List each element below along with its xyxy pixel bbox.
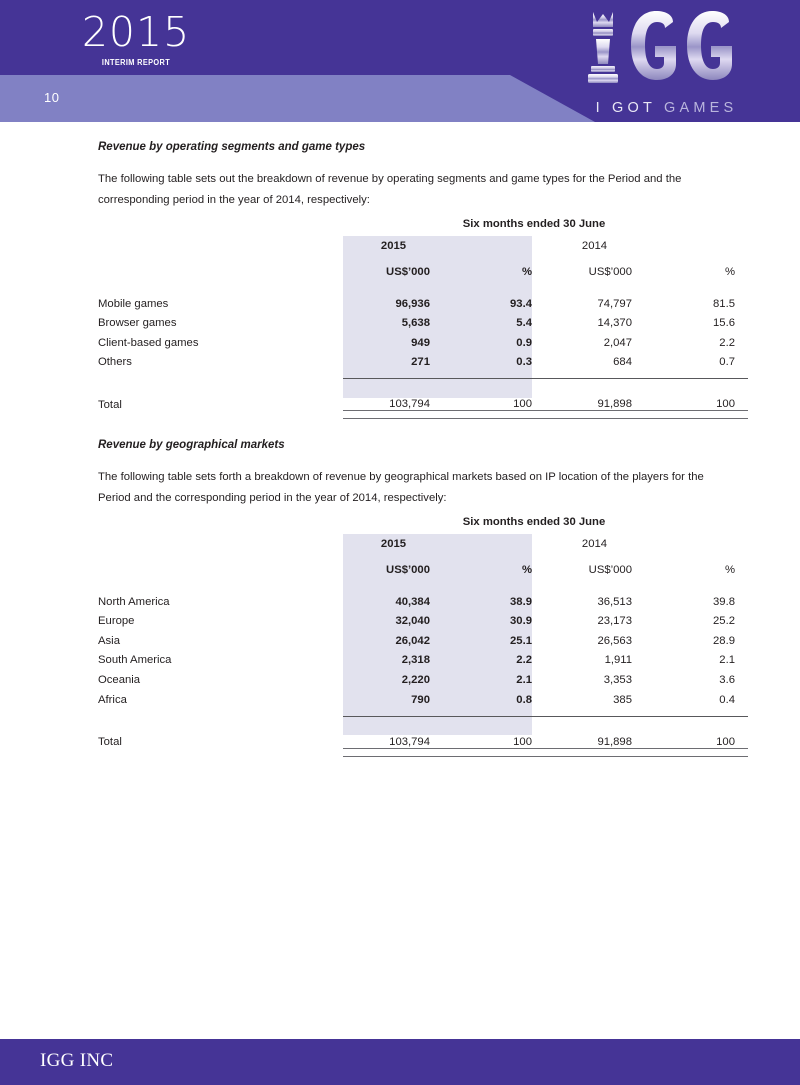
table1-row3-label: Others bbox=[98, 356, 132, 369]
header-accent-band bbox=[0, 75, 600, 122]
table-row bbox=[98, 588, 748, 608]
page-header bbox=[0, 0, 800, 122]
table2-total-v2014: 91,898 bbox=[597, 735, 632, 748]
table2-row2-v2015: 26,042 bbox=[395, 634, 430, 647]
table1-row3-v2014: 684 bbox=[613, 356, 632, 369]
table1-row2-v2014: 2,047 bbox=[603, 336, 632, 349]
section-body-geographical-markets: The following table sets forth a breakdown of revenue by geographical markets based on IP location of the players for the Period and the corresponding period in the year of 2014, respectively: bbox=[98, 471, 704, 504]
table1-row2-p2015: 0.9 bbox=[516, 336, 532, 349]
table-row bbox=[98, 647, 748, 667]
table2-row2-p2014: 28.9 bbox=[713, 634, 735, 647]
table2-total-label: Total bbox=[98, 736, 122, 749]
crown-icon bbox=[593, 12, 613, 27]
table1-row1-p2015: 5.4 bbox=[516, 317, 532, 330]
table1-row0-p2014: 81.5 bbox=[713, 297, 735, 310]
report-year: 2015 bbox=[81, 8, 191, 56]
table2-total-p2014: 100 bbox=[716, 735, 735, 748]
table-row bbox=[98, 627, 748, 647]
table1-row3-p2014: 0.7 bbox=[719, 356, 735, 369]
table2-row5-p2014: 0.4 bbox=[719, 693, 735, 706]
table1-subtotal-rule bbox=[98, 368, 748, 379]
page-number: 10 bbox=[44, 90, 60, 105]
table2-row1-v2014: 23,173 bbox=[597, 615, 632, 628]
section-heading-geographical-markets: Revenue by geographical markets bbox=[98, 439, 285, 451]
table1-row2-v2015: 949 bbox=[411, 336, 430, 349]
table2-total-p2015: 100 bbox=[513, 735, 532, 748]
table-row bbox=[98, 310, 748, 330]
report-year-block bbox=[46, 8, 226, 67]
logo-tagline-games: GAMES bbox=[664, 100, 738, 116]
table2-row0-v2014: 36,513 bbox=[597, 595, 632, 608]
table2-unit-header-row bbox=[98, 550, 748, 576]
table2-row5-v2014: 385 bbox=[613, 693, 632, 706]
table2-row4-p2014: 3.6 bbox=[719, 673, 735, 686]
table-row bbox=[98, 290, 748, 310]
table1-year-2015-pad bbox=[444, 232, 544, 252]
table1-row2-label: Client-based games bbox=[98, 336, 199, 349]
table1-row0-v2015: 96,936 bbox=[395, 297, 430, 310]
table2-unit-corner bbox=[98, 550, 343, 576]
table2-row0-label: North America bbox=[98, 595, 170, 608]
table1-row1-p2014: 15.6 bbox=[713, 317, 735, 330]
table1-pct-2014: % bbox=[724, 266, 735, 278]
table2-grid bbox=[98, 530, 748, 757]
table-row bbox=[98, 608, 748, 628]
table1-row2-p2014: 2.2 bbox=[719, 336, 735, 349]
table1-unit-2015: US$’000 bbox=[386, 266, 430, 278]
table1-row0-label: Mobile games bbox=[98, 297, 169, 310]
table1-unit-corner bbox=[98, 252, 343, 278]
igg-logo bbox=[569, 8, 764, 118]
table-total-row bbox=[98, 390, 748, 411]
table1-unit-2014: US$’000 bbox=[588, 266, 632, 278]
igg-logo-tagline bbox=[569, 100, 764, 116]
table2-year-header-row bbox=[98, 530, 748, 550]
table1-row3-p2015: 0.3 bbox=[516, 356, 532, 369]
table2-row3-label: South America bbox=[98, 654, 172, 667]
table2-unit-2014: US$’000 bbox=[588, 564, 632, 576]
table2-gap bbox=[98, 716, 748, 728]
table2-year-2014-pad bbox=[645, 530, 748, 550]
table1-total-p2015: 100 bbox=[513, 398, 532, 411]
table2-subtotal-rule bbox=[98, 706, 748, 717]
table1-total-double-rule bbox=[98, 411, 748, 419]
table2-row3-v2015: 2,318 bbox=[401, 654, 430, 667]
table1-corner-cell bbox=[98, 232, 343, 252]
table2-row4-v2015: 2,220 bbox=[401, 673, 430, 686]
table2-pct-2014: % bbox=[724, 564, 735, 576]
table1-span-title: Six months ended 30 June bbox=[462, 218, 606, 230]
table2-row3-p2015: 2.2 bbox=[516, 654, 532, 667]
section-heading-operating-segments: Revenue by operating segments and game types bbox=[98, 141, 366, 153]
table2-row2-p2015: 25.1 bbox=[510, 634, 532, 647]
table1-year-2014-pad bbox=[645, 232, 748, 252]
logo-tagline-igot: I GOT bbox=[595, 100, 656, 116]
table1-row1-v2015: 5,638 bbox=[401, 317, 430, 330]
table2-row1-label: Europe bbox=[98, 615, 135, 628]
table1-spacer bbox=[98, 278, 748, 290]
table2-year-2014: 2014 bbox=[581, 538, 608, 550]
table1-total-v2014: 91,898 bbox=[597, 398, 632, 411]
table1-year-2015: 2015 bbox=[380, 240, 407, 252]
table2-row1-p2014: 25.2 bbox=[713, 615, 735, 628]
table-row bbox=[98, 329, 748, 349]
section-body-operating-segments: The following table sets out the breakdown of revenue by operating segments and game types for the Period and the corresponding period in the year of 2014, respectively: bbox=[98, 173, 682, 206]
table1-row0-p2015: 93.4 bbox=[510, 297, 532, 310]
table2-total-v2015: 103,794 bbox=[389, 735, 430, 748]
table2-row4-v2014: 3,353 bbox=[603, 673, 632, 686]
table-row bbox=[98, 686, 748, 706]
igg-logo-mark bbox=[569, 8, 764, 90]
table1-grid bbox=[98, 232, 748, 419]
table2-unit-2015: US$’000 bbox=[386, 564, 430, 576]
table2-row4-p2015: 2.1 bbox=[516, 673, 532, 686]
table2-total-double-rule bbox=[98, 748, 748, 756]
table2-row5-p2015: 0.8 bbox=[516, 693, 532, 706]
table2-row3-p2014: 2.1 bbox=[719, 654, 735, 667]
table1-unit-header-row bbox=[98, 252, 748, 278]
table2-year-2015-pad bbox=[444, 530, 544, 550]
table2-year-2015: 2015 bbox=[380, 538, 407, 550]
footer-company-name: IGG INC bbox=[40, 1050, 114, 1071]
table-row bbox=[98, 349, 748, 369]
table1-pct-2015: % bbox=[521, 266, 532, 278]
table1-total-p2014: 100 bbox=[716, 398, 735, 411]
table2-row4-label: Oceania bbox=[98, 673, 141, 686]
table2-row5-v2015: 790 bbox=[411, 693, 430, 706]
table2-row2-v2014: 26,563 bbox=[597, 634, 632, 647]
table1-total-v2015: 103,794 bbox=[389, 398, 430, 411]
table1-year-header-row bbox=[98, 232, 748, 252]
table2-spacer bbox=[98, 576, 748, 588]
table1-total-label: Total bbox=[98, 398, 122, 411]
table2-row0-p2015: 38.9 bbox=[510, 595, 532, 608]
table2-row1-v2015: 32,040 bbox=[395, 615, 430, 628]
table1-row1-v2014: 14,370 bbox=[597, 317, 632, 330]
table2-row5-label: Africa bbox=[98, 693, 127, 706]
table1-year-2014: 2014 bbox=[581, 240, 608, 252]
table-total-row bbox=[98, 728, 748, 749]
table2-corner-cell bbox=[98, 530, 343, 550]
table1-row3-v2015: 271 bbox=[411, 356, 430, 369]
table-row bbox=[98, 666, 748, 686]
table2-row1-p2015: 30.9 bbox=[510, 615, 532, 628]
table1-row1-label: Browser games bbox=[98, 317, 177, 330]
table2-row3-v2014: 1,911 bbox=[604, 654, 632, 667]
table1-gap bbox=[98, 379, 748, 391]
table2-row0-p2014: 39.8 bbox=[713, 595, 735, 608]
table2-row2-label: Asia bbox=[98, 634, 120, 647]
report-subtitle: INTERIM REPORT bbox=[101, 58, 171, 67]
page-footer bbox=[0, 1039, 800, 1085]
table2-row0-v2015: 40,384 bbox=[395, 595, 430, 608]
table2-span-title: Six months ended 30 June bbox=[462, 516, 606, 528]
table1-row0-v2014: 74,797 bbox=[597, 297, 632, 310]
table2-pct-2015: % bbox=[521, 564, 532, 576]
